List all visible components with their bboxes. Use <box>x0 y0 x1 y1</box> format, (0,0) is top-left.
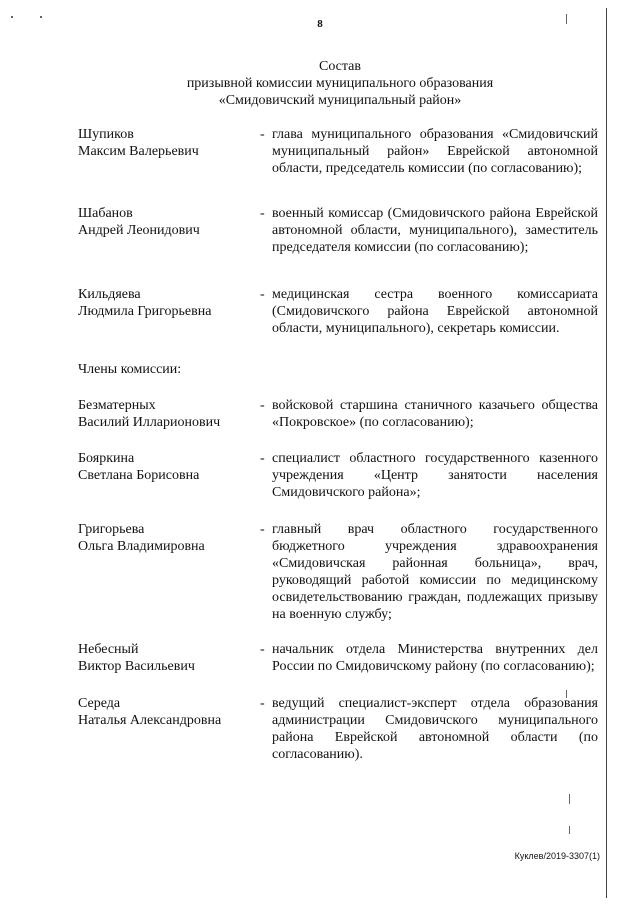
commission-roster <box>78 126 598 763</box>
scan-mark <box>569 826 570 834</box>
dash-separator: - <box>260 206 265 221</box>
roster-entry-deputy <box>78 205 598 256</box>
roster-entry-member <box>78 450 598 501</box>
person-name <box>78 126 260 177</box>
given-names: Ольга Владимировна <box>78 539 205 554</box>
given-names: Виктор Васильевич <box>78 659 195 674</box>
surname: Григорьева <box>78 522 145 537</box>
surname: Безматерных <box>78 398 156 413</box>
given-names: Наталья Александровна <box>78 713 222 728</box>
dash-separator: - <box>260 287 265 302</box>
surname: Шабанов <box>78 206 133 221</box>
dash-separator: - <box>260 127 265 142</box>
person-role: ведущий специалист-эксперт отдела образования администрации Смидовичского муниципального района Еврейской автономной области (по согласованию). <box>272 696 598 762</box>
person-name <box>78 205 260 256</box>
person-role: глава муниципального образования «Смидовичский муниципальный район» Еврейской автономной области, председатель комиссии (по согласованию); <box>272 127 598 176</box>
person-name <box>78 695 260 763</box>
person-name <box>78 641 260 675</box>
title-line: призывной комиссии муниципального образования <box>186 76 494 91</box>
surname: Середа <box>78 696 121 711</box>
person-role: начальник отдела Министерства внутренних дел России по Смидовичскому району (по согласованию); <box>272 642 598 674</box>
document-title <box>60 58 620 109</box>
document-footer-code: Куклев/2019-3307(1) <box>514 851 600 861</box>
roster-entry-secretary <box>78 286 598 337</box>
surname: Бояркина <box>78 451 135 466</box>
given-names: Василий Илларионович <box>78 415 221 430</box>
members-heading: Члены комиссии: <box>78 362 182 377</box>
given-names: Светлана Борисовна <box>78 468 200 483</box>
given-names: Людмила Григорьевна <box>78 304 212 319</box>
dash-separator: - <box>260 398 265 413</box>
given-names: Андрей Леонидович <box>78 223 200 238</box>
surname: Кильдяева <box>78 287 141 302</box>
person-name <box>78 521 260 623</box>
roster-entry-chair <box>78 126 598 177</box>
person-role: войсковой старшина станичного казачьего общества «Покровское» (по согласованию); <box>272 398 598 430</box>
dash-separator: - <box>260 696 265 711</box>
roster-entry-member <box>78 397 598 431</box>
roster-entry-member <box>78 641 598 675</box>
person-role: военный комиссар (Смидовичского района Еврейской автономной области, муниципального), заместитель председателя комиссии (по согласованию); <box>272 206 598 255</box>
title-line: «Смидовичский муниципальный район» <box>218 93 462 108</box>
dash-separator: - <box>260 451 265 466</box>
scan-mark <box>569 794 570 804</box>
person-role: медицинская сестра военного комиссариата (Смидовичского района Еврейской автономной области, муниципального), секретарь комиссии. <box>272 287 598 336</box>
page-number: 8 <box>317 18 323 30</box>
scan-edge-line <box>606 8 607 898</box>
person-name <box>78 286 260 337</box>
dash-separator: - <box>260 642 265 657</box>
given-names: Максим Валерьевич <box>78 144 199 159</box>
person-name <box>78 450 260 501</box>
person-role: главный врач областного государственного бюджетного учреждения здравоохранения «Смидовичская районная больница», врач, руководящий работой комиссии по медицинскому освидетельствованию граждан, подлежащих призыву на военную службу; <box>272 522 598 622</box>
surname: Небесный <box>78 642 139 657</box>
surname: Шупиков <box>78 127 134 142</box>
dash-separator: - <box>260 522 265 537</box>
roster-entry-member <box>78 521 598 623</box>
title-line: Состав <box>318 59 361 74</box>
person-role: специалист областного государственного казенного учреждения «Центр занятости населения Смидовичского района»; <box>272 451 598 500</box>
roster-entry-member <box>78 695 598 763</box>
person-name <box>78 397 260 431</box>
